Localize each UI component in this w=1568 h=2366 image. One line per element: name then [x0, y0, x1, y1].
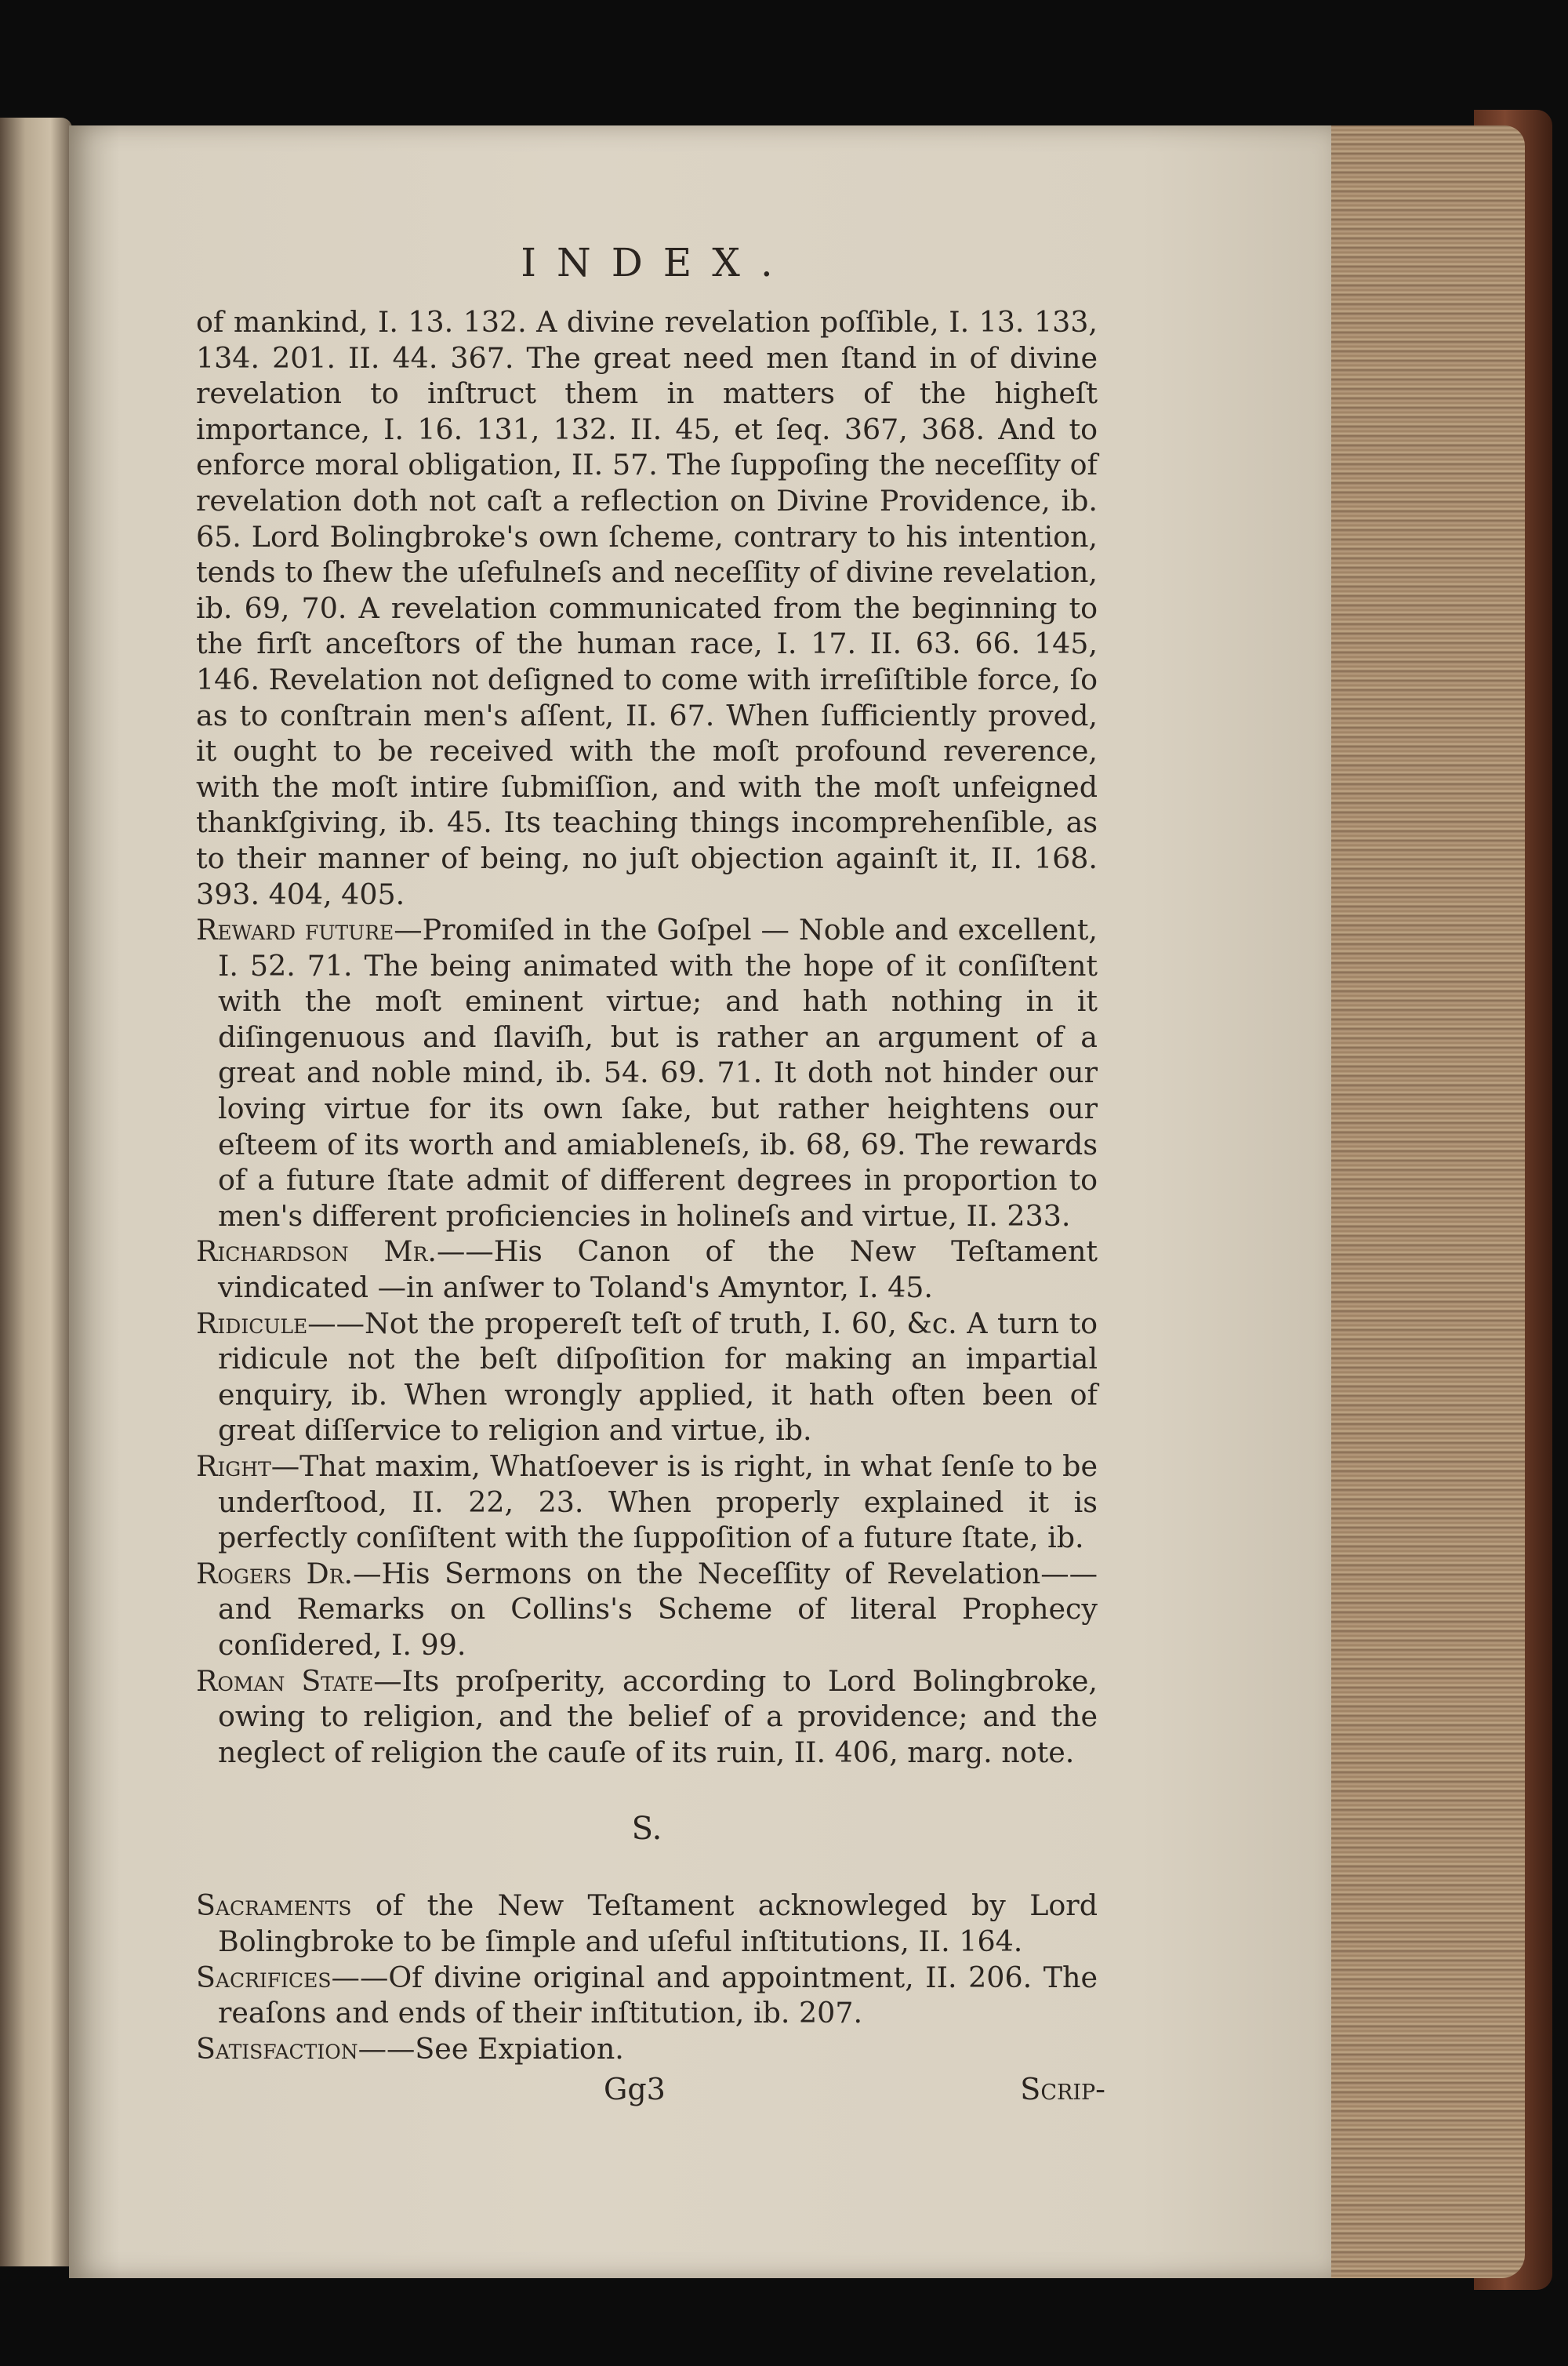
signature-mark: Gg3: [604, 2072, 666, 2107]
index-entry-right: Right—That maxim, Whatſoever is is right, in what ſenſe to be underſtood, II. 22, 23. When properly explained it is perfectly conſiſtent with the ſuppoſition of a future ſtate, ib.: [196, 1449, 1098, 1555]
index-entry-ridicule: Ridicule——Not the propereſt teſt of truth, I. 60, &c. A turn to ridicule not the beſt diſpoſition for making an impartial enquiry, ib. When wrongly applied, it hath often been of great diſſervice to religion and virtue, ib.: [196, 1306, 1098, 1448]
index-entry-rogers: Rogers Dr.—His Sermons on the Neceſſity of Revelation——and Remarks on Collins's Scheme of literal Prophecy conſidered, I. 99.: [196, 1556, 1098, 1662]
facing-page-edge: [0, 118, 72, 2266]
section-letter-s: S.: [631, 1811, 662, 1848]
index-entry-revelation-continued: of mankind, I. 13. 132. A divine revelation poſſible, I. 13. 133, 134. 201. II. 44. 367. The great need men ſtand in of divine revelation to inſtruct them in matters of the higheſt importance, I. 16. 131, 132. II. 45, et ſeq. 367, 368. And to enforce moral obligation, II. 57. The ſuppoſing the neceſſity of revelation doth not caſt a reflection on Divine Providence, ib. 65. Lord Bolingbroke's own ſcheme, contrary to his intention, tends to ſhew the uſefulneſs and neceſſity of divine revelation, ib. 69, 70. A revelation communicated from the beginning to the firſt anceſtors of the human race, I. 17. II. 63. 66. 145, 146. Revelation not deſigned to come with irreſiſtible force, ſo as to conſtrain men's aſſent, II. 67. When ſufficiently proved, it ought to be received with the moſt profound reverence, with the moſt intire ſubmiſſion, and with the moſt unfeigned thankſgiving, ib. 45. Its teaching things incomprehenſible, as to their manner of being, no juſt objection againſt it, II. 168. 393. 404, 405.: [196, 305, 1098, 911]
page-text: [196, 235, 1105, 2109]
index-entry-sacrifices: Sacrifices——Of divine original and appointment, II. 206. The reaſons and ends of their inſtitution, ib. 207.: [196, 1960, 1098, 2030]
index-entry-sacraments: Sacraments of the New Teſtament acknowleged by Lord Bolingbroke to be ſimple and uſeful inſtitutions, II. 164.: [196, 1888, 1098, 1958]
page-footer: [196, 2070, 1105, 2109]
page-block-edges: [1317, 125, 1525, 2278]
index-entry-richardson: Richardson Mr.——His Canon of the New Teſtament vindicated —in anſwer to Toland's Amyntor, I. 45.: [196, 1234, 1098, 1305]
index-entry-roman-state: Roman State—Its proſperity, according to Lord Bolingbroke, owing to religion, and the belief of a providence; and the neglect of religion the cauſe of its ruin, II. 406, marg. note.: [196, 1663, 1098, 1769]
index-entry-satisfaction: Satisfaction——See Expiation.: [196, 2031, 624, 2066]
catchword: Scrip-: [1020, 2072, 1105, 2107]
running-header: INDEX.: [521, 240, 793, 285]
index-entry-reward-future: Reward future—Promiſed in the Goſpel — Noble and excellent, I. 52. 71. The being animated with the hope of it conſiſtent with the moſt eminent virtue; and hath nothing in it diſingenuous and ſlaviſh, but is rather an argument of a great and noble mind, ib. 54. 69. 71. It doth not hinder our loving virtue for its own ſake, but rather heightens our eſteem of its worth and amiableneſs, ib. 68, 69. The rewards of a future ſtate admit of different degrees in proportion to men's different proficiencies in holineſs and virtue, II. 233.: [196, 913, 1098, 1233]
